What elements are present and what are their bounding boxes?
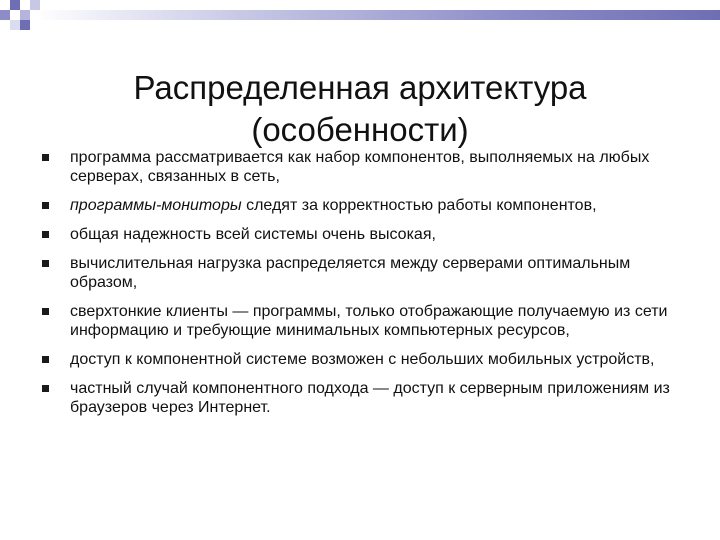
list-item xyxy=(42,379,682,417)
deco-square xyxy=(20,20,30,30)
deco-square xyxy=(10,20,20,30)
bullet-list xyxy=(42,148,682,427)
deco-square xyxy=(0,10,10,20)
square-bullet-icon xyxy=(42,231,49,238)
square-bullet-icon xyxy=(42,385,49,392)
slide-title xyxy=(60,67,660,151)
square-bullet-icon xyxy=(42,154,49,161)
square-bullet-icon xyxy=(42,356,49,363)
list-item xyxy=(42,225,682,244)
list-item-italic-text: программы-мониторы xyxy=(70,197,242,214)
square-bullet-icon xyxy=(42,260,49,267)
list-item-text: общая надежность всей системы очень высокая, xyxy=(70,226,436,243)
list-item xyxy=(42,148,682,186)
list-item-text: частный случай компонентного подхода — доступ к серверным приложениям из браузеров через Интернет. xyxy=(70,380,670,416)
deco-square xyxy=(20,10,30,20)
list-item-text: вычислительная нагрузка распределяется между серверами оптимальным образом, xyxy=(70,255,631,291)
list-item-text: следят за корректностью работы компонентов, xyxy=(241,197,597,214)
deco-square xyxy=(30,0,40,10)
title-line-1: Распределенная архитектура xyxy=(133,69,587,107)
list-item xyxy=(42,254,682,292)
list-item-text: программа рассматривается как набор компонентов, выполняемых на любых серверах, связанных в сеть, xyxy=(70,149,650,185)
list-item xyxy=(42,196,682,215)
list-item xyxy=(42,350,682,369)
square-bullet-icon xyxy=(42,308,49,315)
list-item-text: сверхтонкие клиенты — программы, только отображающие получаемую из сети информацию и требующие минимальных компьютерных ресурсов, xyxy=(70,303,668,339)
square-bullet-icon xyxy=(42,202,49,209)
deco-square xyxy=(10,0,20,10)
list-item xyxy=(42,302,682,340)
list-item-text: доступ к компонентной системе возможен с небольших мобильных устройств, xyxy=(70,351,655,368)
title-line-2: (особенности) xyxy=(251,111,469,149)
header-gradient-bar xyxy=(35,10,720,20)
corner-decoration xyxy=(0,0,60,50)
